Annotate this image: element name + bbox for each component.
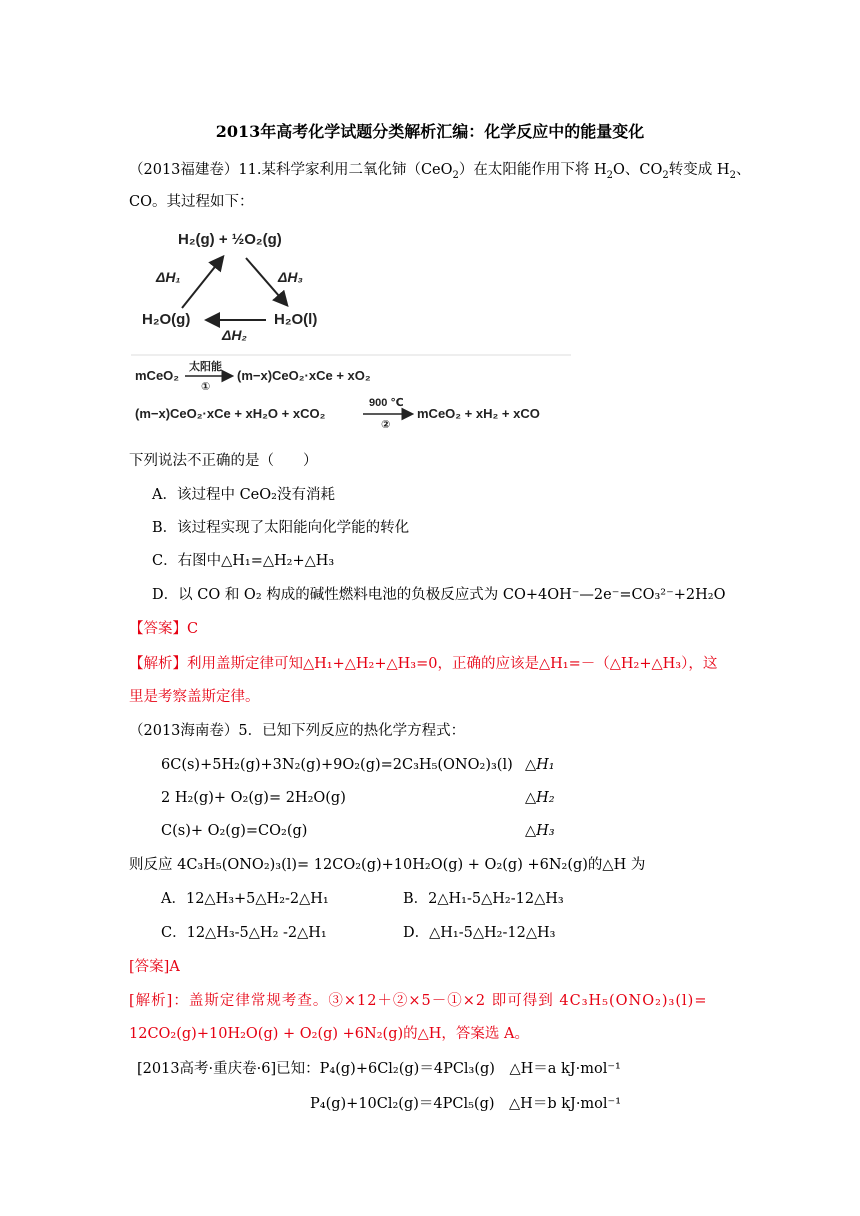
q2-question: 则反应 4C₃H₅(ONO₂)₃(l)= 12CO₂(g)+10H₂O(g) + O₂(g) +6N₂(g)的△H 为	[129, 857, 646, 873]
q1-analysis-line2: 里是考察盖斯定律。	[129, 689, 260, 705]
q2-equation-1: 6C(s)+5H₂(g)+3N₂(g)+9O₂(g)=2C₃H₅(ONO₂)₃(l)	[161, 757, 513, 773]
eq2-condition-bottom: ②	[381, 419, 391, 431]
q1-analysis: 【解析】利用盖斯定律可知△H₁+△H₂+△H₃=0，正确的应该是△H₁=－（△H₂+△H₃），这	[129, 656, 718, 672]
q2-analysis-line2: 12CO₂(g)+10H₂O(g) + O₂(g) +6N₂(g)的△H，答案选 A。	[129, 1026, 530, 1042]
energy-cycle-diagram	[134, 220, 354, 350]
q3-intro: [2013高考·重庆卷·6]已知：P₄(g)+6Cl₂(g)＝4PCl₃(g) △H＝a kJ·mol⁻¹	[137, 1061, 621, 1077]
q2-equation-3-dh: △H₃	[525, 823, 555, 839]
q2-equation-1-dh: △H₁	[525, 757, 555, 773]
eq2-right: mCeO₂ + xH₂ + xCO	[417, 406, 540, 421]
q2-equation-3: C(s)+ O₂(g)=CO₂(g)	[161, 823, 308, 839]
q1-option-a: A．该过程中 CeO₂没有消耗	[152, 487, 335, 503]
page-title: 2013年高考化学试题分类解析汇编：化学反应中的能量变化	[215, 122, 645, 141]
eq1-condition-top: 太阳能	[189, 361, 222, 373]
diagram-top-species: H₂(g) + ½O₂(g)	[178, 231, 282, 248]
diagram-left-species: H₂O(g)	[142, 311, 191, 328]
q1-option-d: D．以 CO 和 O₂ 构成的碱性燃料电池的负极反应式为 CO+4OH⁻—2e⁻=CO₃²⁻+2H₂O	[152, 587, 726, 603]
q1-intro-line2: CO。其过程如下：	[129, 194, 254, 210]
q2-answer: [答案]A	[129, 959, 180, 975]
q2-equation-2-dh: △H₂	[525, 790, 555, 806]
q1-analysis-label: 【解析】	[129, 656, 187, 672]
q2-option-a: A．12△H₃+5△H₂-2△H₁	[161, 891, 329, 907]
q2-equation-2: 2 H₂(g)+ O₂(g)= 2H₂O(g)	[161, 790, 346, 806]
arrow-dh1	[182, 258, 222, 308]
q1-answer: 【答案】C	[129, 621, 199, 637]
diagram-right-species: H₂O(l)	[274, 311, 318, 328]
q1-intro: （2013福建卷）11.某科学家利用二氧化铈（CeO$_2$）在太阳能作用下将 $H_2O$、$CO_2$转变成 $H_2$、	[129, 162, 751, 181]
eq1-condition-bottom: ①	[201, 381, 211, 393]
q3-equation-2: P₄(g)+10Cl₂(g)＝4PCl₅(g) △H＝b kJ·mol⁻¹	[310, 1096, 622, 1112]
diagram-dh1: ΔH₁	[156, 269, 181, 285]
q1-question: 下列说法不正确的是（ ）	[129, 453, 318, 469]
q2-option-d: D．△H₁-5△H₂-12△H₃	[403, 925, 556, 941]
q1-option-b: B．该过程实现了太阳能向化学能的转化	[152, 520, 410, 536]
q2-intro: （2013海南卷）5．已知下列反应的热化学方程式：	[129, 723, 466, 739]
ceo2-reaction-equations	[131, 354, 571, 434]
eq1-left: mCeO₂	[135, 368, 180, 383]
diagram-dh2: ΔH₂	[222, 327, 247, 343]
q1-option-c: C．右图中△H₁=△H₂+△H₃	[152, 553, 335, 569]
eq2-left: (m−x)CeO₂·xCe + xH₂O + xCO₂	[135, 406, 326, 421]
eq2-condition-top: 900 ℃	[369, 397, 404, 409]
diagram-dh3: ΔH₃	[278, 269, 303, 285]
q2-analysis: [解析]：盖斯定律常规考查。③×12＋②×5－①×2 即可得到 4C₃H₅(ONO₂)₃(l)=	[129, 993, 708, 1009]
q2-option-b: B．2△H₁-5△H₂-12△H₃	[403, 891, 564, 907]
q2-option-c: C．12△H₃-5△H₂ -2△H₁	[161, 925, 327, 941]
eq1-right: (m−x)CeO₂·xCe + xO₂	[237, 368, 371, 383]
